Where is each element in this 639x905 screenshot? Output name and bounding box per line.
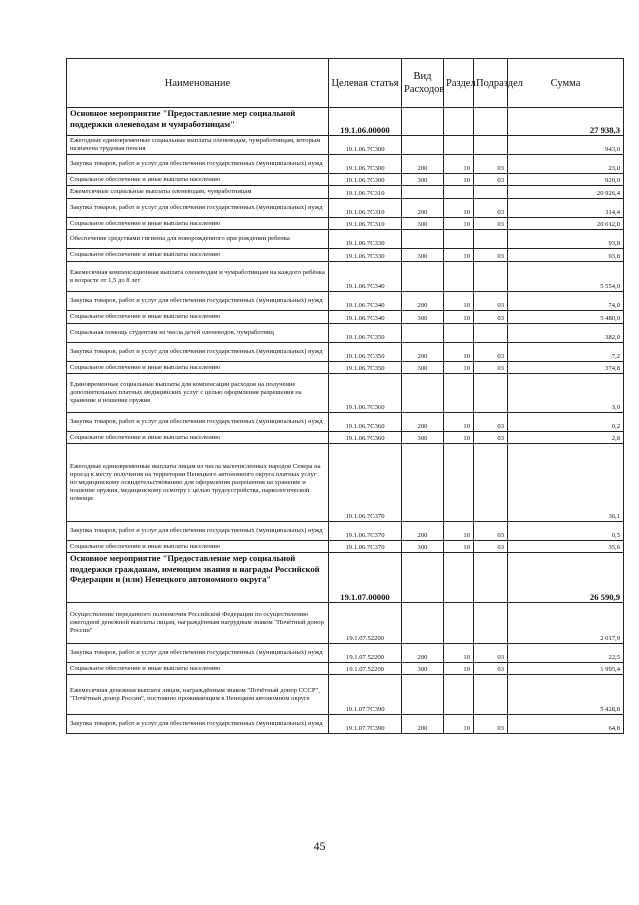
- cell-name: Социальное обеспечение и иные выплаты населению: [67, 541, 329, 553]
- cell-name: Закупка товаров, работ и услуг для обеспечения государственных (муниципальных) нужд: [67, 413, 329, 432]
- cell-code: 19.1.06.7С310: [329, 186, 402, 199]
- cell-code: 19.1.06.7С300: [329, 155, 402, 174]
- cell-razdel: 10: [444, 199, 474, 218]
- cell-name: Основное мероприятие "Предоставление мер социальной поддержки оленеводам и чумработницам": [67, 108, 329, 136]
- cell-podrazdel: [474, 675, 508, 715]
- cell-sum: 64,8: [508, 715, 624, 734]
- cell-code: 19.1.06.7С330: [329, 230, 402, 249]
- cell-vid: [402, 553, 444, 603]
- cell-vid: 300: [402, 362, 444, 374]
- cell-code: 19.1.06.00000: [329, 108, 402, 136]
- cell-sum: 23,0: [508, 155, 624, 174]
- cell-razdel: [444, 444, 474, 522]
- table-row: [67, 522, 624, 541]
- cell-podrazdel: 03: [474, 199, 508, 218]
- cell-name: Социальное обеспечение и иные выплаты населению: [67, 432, 329, 444]
- cell-vid: [402, 675, 444, 715]
- table-row: [67, 675, 624, 715]
- cell-vid: 200: [402, 715, 444, 734]
- table-row: [67, 413, 624, 432]
- cell-vid: [402, 324, 444, 343]
- cell-code: 19.1.07.7С390: [329, 715, 402, 734]
- cell-code: 19.1.06.7С300: [329, 174, 402, 186]
- cell-vid: 200: [402, 292, 444, 311]
- cell-name: Осуществление переданного полномочия Российской Федерации по осуществлению ежегодной денежной выплаты лицам, награждённым нагрудным знаком "Почётный донор России": [67, 603, 329, 644]
- table-row: [67, 174, 624, 186]
- main-activity-row: [67, 108, 624, 136]
- table-row: [67, 136, 624, 155]
- cell-razdel: 10: [444, 362, 474, 374]
- cell-code: 19.1.07.52200: [329, 663, 402, 675]
- cell-podrazdel: 03: [474, 432, 508, 444]
- page-number: 45: [313, 839, 326, 853]
- table-row: [67, 249, 624, 262]
- cell-sum: 374,8: [508, 362, 624, 374]
- cell-code: 19.1.06.7С340: [329, 292, 402, 311]
- cell-podrazdel: [474, 136, 508, 155]
- cell-vid: [402, 230, 444, 249]
- table-row: [67, 155, 624, 174]
- table-row: [67, 603, 624, 644]
- cell-razdel: 10: [444, 155, 474, 174]
- table-row: [67, 311, 624, 324]
- cell-code: 19.1.06.7С350: [329, 343, 402, 362]
- cell-code: 19.1.06.7С360: [329, 432, 402, 444]
- cell-sum: 35,6: [508, 541, 624, 553]
- cell-razdel: [444, 262, 474, 292]
- cell-name: Обеспечение средствами гигиены для новорожденного при рождении ребенка: [67, 230, 329, 249]
- cell-razdel: 10: [444, 522, 474, 541]
- cell-name: Социальное обеспечение и иные выплаты населению: [67, 174, 329, 186]
- cell-vid: 300: [402, 311, 444, 324]
- cell-sum: 3,0: [508, 374, 624, 413]
- cell-vid: [402, 136, 444, 155]
- cell-code: 19.1.06.7С370: [329, 541, 402, 553]
- cell-name: Закупка товаров, работ и услуг для обеспечения государственных (муниципальных) нужд: [67, 715, 329, 734]
- cell-vid: 200: [402, 199, 444, 218]
- cell-sum: 26 590,9: [508, 553, 624, 603]
- cell-name: Закупка товаров, работ и услуг для обеспечения государственных (муниципальных) нужд: [67, 292, 329, 311]
- cell-sum: 920,0: [508, 174, 624, 186]
- cell-podrazdel: 03: [474, 644, 508, 663]
- cell-code: 19.1.07.52200: [329, 603, 402, 644]
- cell-code: 19.1.06.7С350: [329, 324, 402, 343]
- cell-sum: 2,8: [508, 432, 624, 444]
- header-name: Наименование: [67, 59, 329, 108]
- cell-razdel: 10: [444, 174, 474, 186]
- cell-sum: 93,8: [508, 249, 624, 262]
- cell-podrazdel: [474, 444, 508, 522]
- cell-code: 19.1.07.7С390: [329, 675, 402, 715]
- header-podrazdel: Подраздел: [474, 59, 508, 108]
- table-row: [67, 541, 624, 553]
- cell-sum: 74,0: [508, 292, 624, 311]
- cell-vid: [402, 108, 444, 136]
- cell-razdel: [444, 374, 474, 413]
- cell-name: Социальное обеспечение и иные выплаты населению: [67, 218, 329, 230]
- cell-name: Единовременные социальные выплаты для компенсации расходов на получение дополнительных платных медицинских услуг с целью оформления разрешения на хранение и ношение оружия: [67, 374, 329, 413]
- header-code: Целевая статья: [329, 59, 402, 108]
- cell-podrazdel: [474, 230, 508, 249]
- table-row: [67, 663, 624, 675]
- cell-razdel: 10: [444, 715, 474, 734]
- cell-sum: 382,0: [508, 324, 624, 343]
- header-razdel: Раздел: [444, 59, 474, 108]
- table-row: [67, 715, 624, 734]
- cell-razdel: 10: [444, 292, 474, 311]
- cell-podrazdel: [474, 553, 508, 603]
- cell-sum: 93,8: [508, 230, 624, 249]
- cell-razdel: [444, 108, 474, 136]
- header-vid: Вид Расходов: [402, 59, 444, 108]
- cell-podrazdel: 03: [474, 522, 508, 541]
- cell-razdel: [444, 136, 474, 155]
- cell-vid: [402, 603, 444, 644]
- cell-sum: 20 612,0: [508, 218, 624, 230]
- main-activity-row: [67, 553, 624, 603]
- cell-sum: 22,5: [508, 644, 624, 663]
- table-row: [67, 292, 624, 311]
- cell-name: Закупка товаров, работ и услуг для обеспечения государственных (муниципальных) нужд: [67, 343, 329, 362]
- cell-vid: 300: [402, 663, 444, 675]
- table-row: [67, 324, 624, 343]
- cell-vid: [402, 262, 444, 292]
- cell-vid: 200: [402, 644, 444, 663]
- cell-sum: 943,0: [508, 136, 624, 155]
- cell-sum: 5 480,0: [508, 311, 624, 324]
- cell-razdel: 10: [444, 311, 474, 324]
- cell-code: 19.1.06.7С370: [329, 444, 402, 522]
- cell-podrazdel: 03: [474, 249, 508, 262]
- cell-razdel: 10: [444, 343, 474, 362]
- cell-code: 19.1.06.7С310: [329, 199, 402, 218]
- cell-sum: 20 926,4: [508, 186, 624, 199]
- cell-vid: 200: [402, 522, 444, 541]
- table-row: [67, 644, 624, 663]
- cell-name: Закупка товаров, работ и услуг для обеспечения государственных (муниципальных) нужд: [67, 199, 329, 218]
- cell-podrazdel: 03: [474, 174, 508, 186]
- cell-name: Основное мероприятие "Предоставление мер социальной поддержки гражданам, имеющим звания и награды Российской Федерации и (или) Ненецкого автономного округа": [67, 553, 329, 603]
- table-header-row: [67, 59, 624, 108]
- cell-code: 19.1.06.7С360: [329, 413, 402, 432]
- cell-podrazdel: [474, 108, 508, 136]
- cell-razdel: 10: [444, 644, 474, 663]
- table-body: [67, 108, 624, 734]
- cell-sum: 0,5: [508, 522, 624, 541]
- cell-sum: 36,1: [508, 444, 624, 522]
- cell-razdel: [444, 553, 474, 603]
- cell-podrazdel: 03: [474, 541, 508, 553]
- cell-podrazdel: [474, 186, 508, 199]
- cell-vid: 300: [402, 174, 444, 186]
- cell-name: Ежемесячные социальные выплаты оленеводам, чумработницам: [67, 186, 329, 199]
- cell-razdel: 10: [444, 432, 474, 444]
- cell-razdel: 10: [444, 218, 474, 230]
- cell-code: 19.1.06.7С340: [329, 311, 402, 324]
- cell-name: Ежемесячная денежная выплата лицам, награждённым знаком "Почётный донор СССР", "Почётный донор России", постоянно проживающим в Ненецком автономном округе: [67, 675, 329, 715]
- cell-vid: 200: [402, 343, 444, 362]
- cell-code: 19.1.06.7С340: [329, 262, 402, 292]
- table-row: [67, 199, 624, 218]
- cell-sum: 27 938,3: [508, 108, 624, 136]
- cell-podrazdel: 03: [474, 218, 508, 230]
- cell-name: Закупка товаров, работ и услуг для обеспечения государственных (муниципальных) нужд: [67, 644, 329, 663]
- cell-code: 19.1.06.7С310: [329, 218, 402, 230]
- cell-podrazdel: 03: [474, 311, 508, 324]
- cell-razdel: [444, 324, 474, 343]
- cell-podrazdel: 03: [474, 292, 508, 311]
- cell-vid: 300: [402, 218, 444, 230]
- cell-podrazdel: 03: [474, 663, 508, 675]
- cell-name: Закупка товаров, работ и услуг для обеспечения государственных (муниципальных) нужд: [67, 155, 329, 174]
- cell-razdel: [444, 603, 474, 644]
- cell-razdel: [444, 186, 474, 199]
- cell-podrazdel: 03: [474, 155, 508, 174]
- cell-razdel: 10: [444, 413, 474, 432]
- cell-code: 19.1.06.7С350: [329, 362, 402, 374]
- cell-name: Социальная помощь студентам из числа детей оленеводов, чумработниц: [67, 324, 329, 343]
- cell-podrazdel: 03: [474, 343, 508, 362]
- table-row: [67, 362, 624, 374]
- cell-vid: [402, 374, 444, 413]
- cell-razdel: [444, 675, 474, 715]
- cell-razdel: [444, 230, 474, 249]
- table-row: [67, 374, 624, 413]
- budget-table: [66, 58, 624, 734]
- cell-podrazdel: [474, 603, 508, 644]
- cell-sum: 7,2: [508, 343, 624, 362]
- table-row: [67, 432, 624, 444]
- cell-code: 19.1.07.00000: [329, 553, 402, 603]
- cell-vid: [402, 186, 444, 199]
- cell-podrazdel: 03: [474, 715, 508, 734]
- table-row: [67, 343, 624, 362]
- cell-vid: 200: [402, 413, 444, 432]
- cell-sum: 1 995,4: [508, 663, 624, 675]
- cell-sum: 2 017,9: [508, 603, 624, 644]
- cell-code: 19.1.06.7С300: [329, 136, 402, 155]
- cell-podrazdel: [474, 374, 508, 413]
- cell-podrazdel: 03: [474, 362, 508, 374]
- cell-name: Социальное обеспечение и иные выплаты населению: [67, 311, 329, 324]
- cell-sum: 314,4: [508, 199, 624, 218]
- cell-podrazdel: [474, 324, 508, 343]
- cell-name: Социальное обеспечение и иные выплаты населению: [67, 362, 329, 374]
- table-row: [67, 186, 624, 199]
- cell-name: Ежемесячная компенсационная выплата оленеводам и чумработницам на каждого ребёнка в возрасте от 1,5 до 8 лет: [67, 262, 329, 292]
- cell-vid: 300: [402, 432, 444, 444]
- cell-razdel: 10: [444, 541, 474, 553]
- cell-name: Социальное обеспечение и иные выплаты населению: [67, 663, 329, 675]
- cell-sum: 5 428,8: [508, 675, 624, 715]
- cell-podrazdel: 03: [474, 413, 508, 432]
- cell-vid: 300: [402, 249, 444, 262]
- table-row: [67, 218, 624, 230]
- cell-code: 19.1.06.7С330: [329, 249, 402, 262]
- cell-code: 19.1.06.7С360: [329, 374, 402, 413]
- cell-code: 19.1.06.7С370: [329, 522, 402, 541]
- table-row: [67, 230, 624, 249]
- cell-vid: 200: [402, 155, 444, 174]
- cell-name: Ежегодные единовременные выплаты лицам из числа малочисленных народов Севера на проезд к месту получения на территории Ненецкого автономного округа платных услуг по медицинскому освидетельствованию для оформления разрешения на хранение и ношение оружия, медицинскому осмотру с целью трудоустройства, наркологической помощи: [67, 444, 329, 522]
- cell-razdel: 10: [444, 249, 474, 262]
- cell-razdel: 10: [444, 663, 474, 675]
- header-sum: Сумма: [508, 59, 624, 108]
- cell-name: Ежегодные единовременные социальные выплаты оленеводам, чумработницам, которым назначена трудовая пенсия: [67, 136, 329, 155]
- table-row: [67, 444, 624, 522]
- cell-vid: 300: [402, 541, 444, 553]
- cell-code: 19.1.07.52200: [329, 644, 402, 663]
- cell-name: Закупка товаров, работ и услуг для обеспечения государственных (муниципальных) нужд: [67, 522, 329, 541]
- cell-sum: 5 554,0: [508, 262, 624, 292]
- cell-name: Социальное обеспечение и иные выплаты населению: [67, 249, 329, 262]
- cell-podrazdel: [474, 262, 508, 292]
- cell-sum: 0,2: [508, 413, 624, 432]
- cell-vid: [402, 444, 444, 522]
- table-row: [67, 262, 624, 292]
